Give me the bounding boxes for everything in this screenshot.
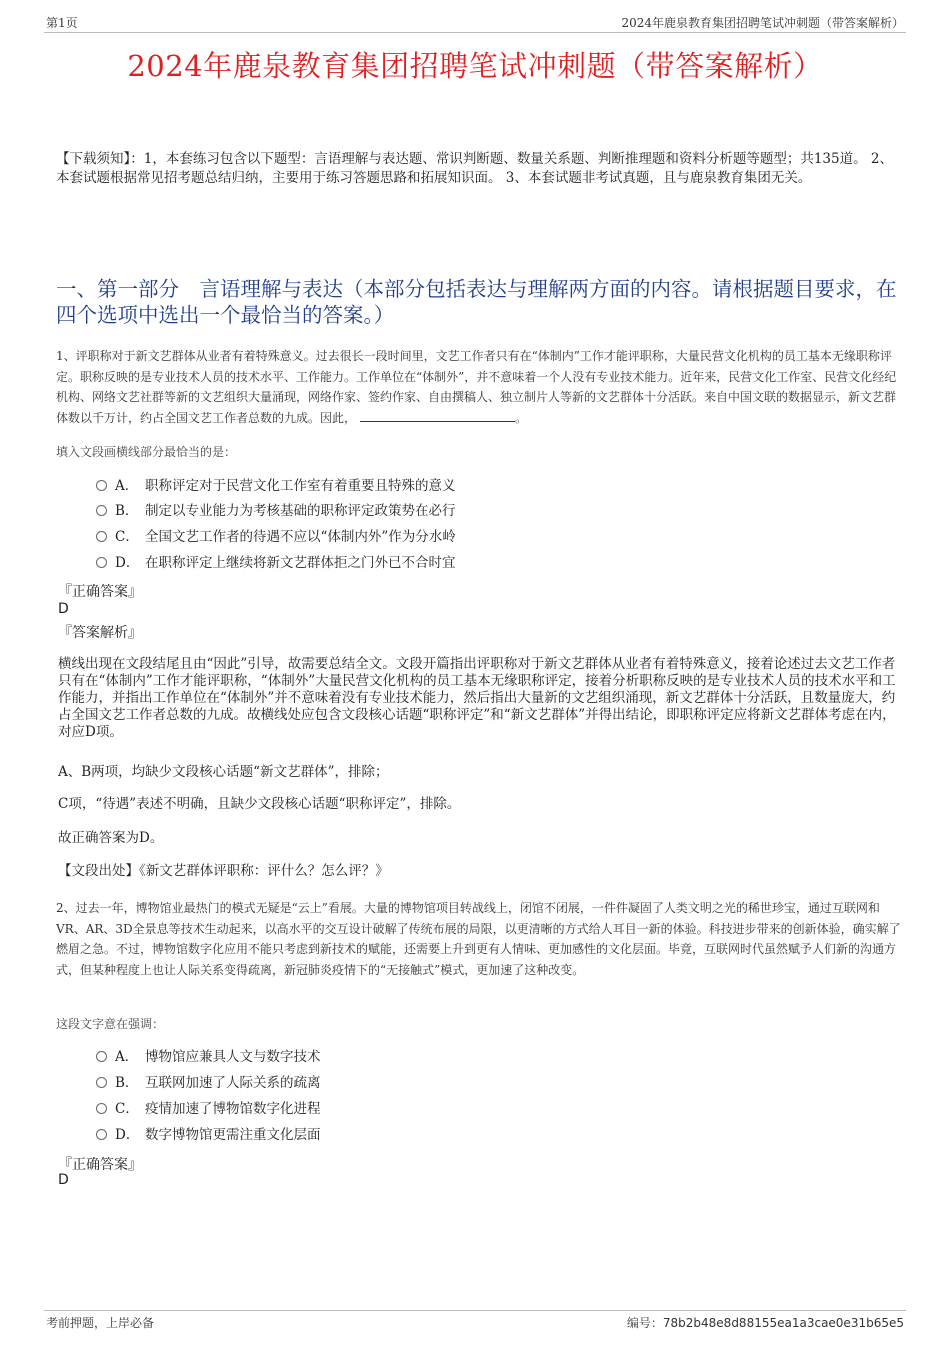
- radio-icon[interactable]: [96, 1103, 107, 1114]
- footer-divider: [44, 1310, 906, 1311]
- question-1-option-a[interactable]: [96, 476, 456, 496]
- radio-icon[interactable]: [96, 505, 107, 516]
- radio-icon[interactable]: [96, 1077, 107, 1088]
- question-1-stem: [56, 346, 901, 428]
- document-code: [627, 1314, 904, 1331]
- radio-icon[interactable]: [96, 1129, 107, 1140]
- question-2-prompt: 这段文字意在强调：: [56, 1017, 165, 1031]
- section-heading: 一、第一部分 言语理解与表达（本部分包括表达与理解两方面的内容。请根据题目要求，在四个选项中选出一个最恰当的答案。）: [56, 277, 897, 327]
- option-text: 博物馆应兼具人文与数字技术: [145, 1049, 321, 1065]
- option-text: 互联网加速了人际关系的疏离: [145, 1075, 321, 1091]
- question-2-option-b[interactable]: [96, 1073, 321, 1093]
- option-text: 数字博物馆更需注重文化层面: [145, 1127, 321, 1143]
- option-key: D．: [115, 555, 140, 571]
- document-code-label: 编号：: [626, 1316, 663, 1330]
- source-citation: 【文段出处】《新文艺群体评职称：评什么？怎么评？》: [58, 863, 389, 879]
- radio-icon[interactable]: [96, 557, 107, 568]
- question-1-answer: D: [58, 601, 69, 617]
- question-1-stem-text: 1、评职称对于新文艺群体从业者有着特殊意义。过去很长一段时间里，文艺工作者只有在“体制内”工作才能评职称，大量民营文化机构的员工基本无缘职称评定。职称反映的是专业技术人员的技术水平、工作能力。工作单位在“体制外”，并不意味着一个人没有专业技术能力。近年来，民营文化工作室、民营文化经纪机构、网络文艺社群等新的文艺组织大量涌现，网络作家、签约作家、自由撰稿人、独立制片人等新的文艺群体十分活跃。来自中国文联的数据显示，新文艺群体数以千万计，约占全国文艺工作者总数的九成。因此，: [56, 349, 897, 425]
- option-text: 职称评定对于民营文化工作室有着重要且特殊的意义: [145, 478, 456, 494]
- analysis-paragraph: C项，“待遇”表述不明确，且缺少文段核心话题“职称评定”，排除。: [58, 796, 461, 812]
- option-text: 疫情加速了博物馆数字化进程: [145, 1101, 321, 1117]
- answer-blank: [360, 409, 515, 422]
- question-2-answer-label: 『正确答案』: [58, 1157, 142, 1173]
- analysis-paragraph: 横线出现在文段结尾且由“因此”引导，故需要总结全文。文段开篇指出评职称对于新文艺群体从业者有着特殊意义，接着论述过去文艺工作者只有在“体制内”工作才能评职称，“体制外”大量民营文化机构的员工基本无缘职称评定，接着分析职称反映的是专业技术人员的技术水平和工作能力，并指出工作单位在“体制外”并不意味着没有专业技术能力，然后指出大量新的文艺组织涌现，新文艺群体十分活跃，且数量庞大，约占全国文艺工作者总数的九成。故横线处应包含文段核心话题“职称评定”和“新文艺群体”并得出结论，即职称评定应将新文艺群体考虑在内，对应D项。: [58, 656, 896, 740]
- option-key: B．: [115, 1075, 139, 1091]
- question-2-option-c[interactable]: [96, 1099, 321, 1119]
- question-1-analysis-label: 『答案解析』: [58, 625, 142, 641]
- option-text: 制定以专业能力为考核基础的职称评定政策势在必行: [145, 503, 456, 519]
- document-code-value: 78b2b48e8d88155ea1a3cae0e31b65e5: [662, 1316, 904, 1330]
- radio-icon[interactable]: [96, 1051, 107, 1062]
- option-text: 在职称评定上继续将新文艺群体拒之门外已不合时宜: [145, 555, 456, 571]
- option-text: 全国文艺工作者的待遇不应以“体制内外”作为分水岭: [145, 529, 456, 545]
- option-key: B．: [115, 503, 139, 519]
- question-1-stem-end: 。: [515, 410, 528, 425]
- page-number: 第1页: [46, 16, 78, 30]
- option-key: D．: [115, 1127, 140, 1143]
- download-notice: 【下载须知】：1，本套练习包含以下题型：言语理解与表达题、常识判断题、数量关系题、判断推理题和资料分析题等题型；共135道。 2、本套试题根据常见招考题总结归纳，主要用于练习答题思路和拓展知识面。 3、本套试题非考试真题，且与鹿泉教育集团无关。: [56, 151, 893, 186]
- footer-slogan: 考前押题，上岸必备: [46, 1316, 155, 1330]
- option-key: A．: [115, 478, 139, 494]
- radio-icon[interactable]: [96, 531, 107, 542]
- analysis-paragraph: A、B两项，均缺少文段核心话题“新文艺群体”，排除；: [58, 764, 389, 780]
- question-2-option-a[interactable]: [96, 1047, 321, 1067]
- question-1-prompt: 填入文段画横线部分最恰当的是：: [56, 445, 237, 459]
- option-key: C．: [115, 1101, 139, 1117]
- radio-icon[interactable]: [96, 480, 107, 491]
- question-1-option-d[interactable]: [96, 553, 456, 573]
- header-divider: [44, 32, 906, 33]
- question-2-answer: D: [58, 1172, 69, 1188]
- question-1-answer-label: 『正确答案』: [58, 584, 142, 600]
- option-key: C．: [115, 529, 139, 545]
- question-2-stem: 2、过去一年，博物馆业最热门的模式无疑是“云上”看展。大量的博物馆项目转战线上，闭馆不闭展，一件件凝固了人类文明之光的稀世珍宝，通过互联网和VR、AR、3D全景息等技术生动起来，以高水平的交互设计破解了传统布展的局限，以更清晰的方式给人耳目一新的体验。科技进步带来的创新体验，确实解了燃眉之急。不过，博物馆数字化应用不能只考虑到新技术的赋能，还需要上升到更有人情味、更加感性的文化层面。毕竟，互联网时代虽然赋予人们新的沟通方式，但某种程度上也让人际关系变得疏离，新冠肺炎疫情下的“无接触式”模式，更加速了这种改变。: [56, 901, 901, 977]
- analysis-paragraph: 故正确答案为D。: [58, 830, 164, 846]
- header-doc-title: 2024年鹿泉教育集团招聘笔试冲刺题（带答案解析）: [621, 16, 904, 30]
- page-title: 2024年鹿泉教育集团招聘笔试冲刺题（带答案解析）: [127, 49, 823, 83]
- question-1-option-c[interactable]: [96, 527, 456, 547]
- option-key: A．: [115, 1049, 139, 1065]
- question-2-option-d[interactable]: [96, 1125, 321, 1145]
- question-1-option-b[interactable]: [96, 501, 456, 521]
